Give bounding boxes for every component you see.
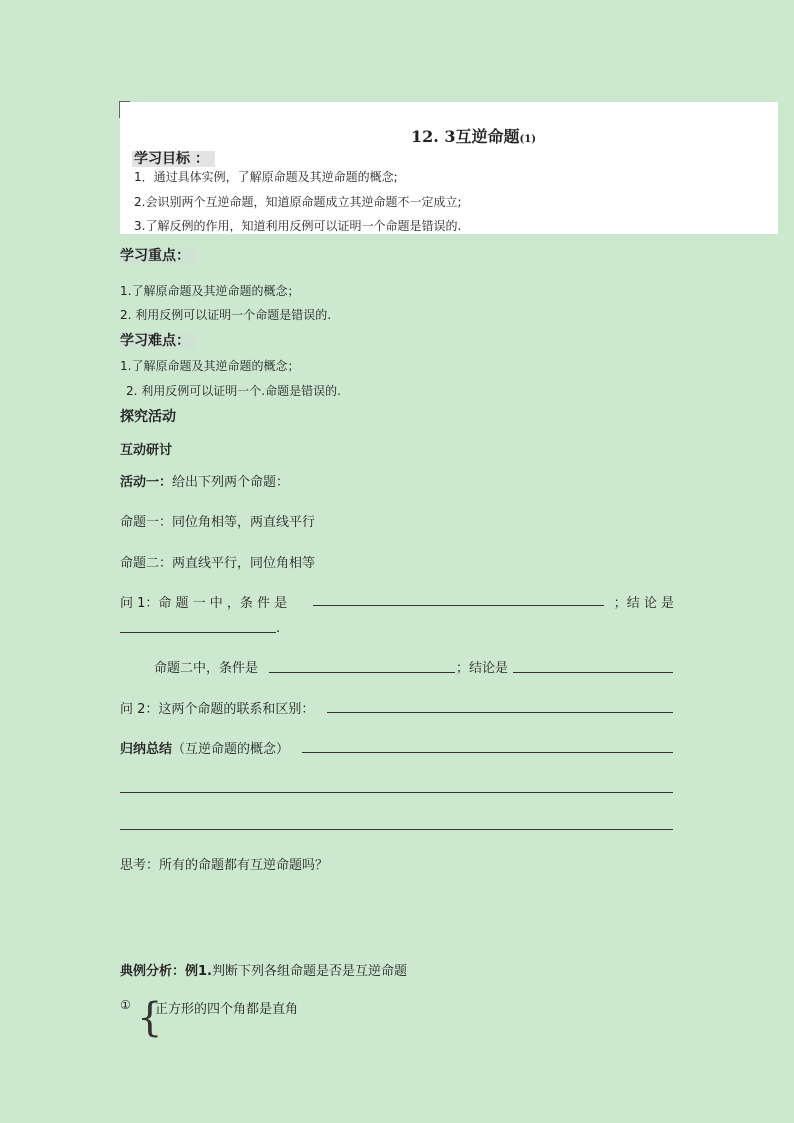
think-question: 思考：所有的命题都有互逆命题吗？ [120, 858, 329, 873]
explore-subheading: 互动研讨 [120, 443, 173, 458]
answer-blank[interactable] [120, 632, 276, 633]
proposition-2: 命题二：两直线平行，同位角相等 [120, 556, 316, 571]
question-1-mid: ；结 论 是 [613, 596, 674, 611]
answer-blank[interactable] [513, 672, 673, 673]
question-1b-prefix: 命题二中，条件是 [154, 661, 259, 676]
answer-blank[interactable] [302, 752, 673, 753]
corner-mark [119, 101, 130, 118]
goals-heading: 学习目标 ： [132, 148, 215, 168]
circle-number: ① [120, 998, 131, 1012]
activity-1: 活动一：给出下列两个命题： [120, 475, 290, 490]
question-2: 问 2：这两个命题的联系和区别： [120, 702, 315, 717]
page-title: 12. 3互逆命题(1) [411, 127, 536, 146]
question-1b-mid: ；结论是 [456, 661, 509, 676]
key-points-heading: 学习重点： [120, 245, 196, 265]
explore-heading: 探究活动 [120, 409, 176, 425]
answer-blank[interactable] [313, 605, 604, 606]
goal-item-3: 3.了解反例的作用，知道利用反例可以证明一个命题是错误的. [134, 219, 462, 233]
key-point-2: 2. 利用反例可以证明一个命题是错误的. [120, 308, 332, 322]
question-1-prefix: 问 1：命 题 一 中 ，条 件 是 [120, 596, 288, 611]
answer-blank[interactable] [120, 792, 673, 793]
answer-blank[interactable] [327, 712, 673, 713]
example-item-1: 正方形的四个角都是直角 [155, 1002, 299, 1017]
difficulties-heading: 学习难点： [120, 330, 196, 350]
key-point-1: 1.了解原命题及其逆命题的概念； [120, 284, 300, 298]
answer-blank[interactable] [269, 672, 455, 673]
proposition-1: 命题一：同位角相等，两直线平行 [120, 515, 316, 530]
question-1-end: . [276, 621, 281, 636]
difficulty-2: 2. 利用反例可以证明一个.命题是错误的. [126, 384, 341, 398]
summary: 归纳总结（互逆命题的概念） [120, 742, 290, 757]
brace-icon: { [137, 995, 163, 1041]
answer-blank[interactable] [120, 829, 673, 830]
goal-item-1: 1．通过具体实例，了解原命题及其逆命题的概念; [134, 170, 398, 184]
example-heading: 典例分析：例1.判断下列各组命题是否是互逆命题 [120, 964, 407, 979]
difficulty-1: 1.了解原命题及其逆命题的概念； [120, 359, 300, 373]
goal-item-2: 2.会识别两个互逆命题，知道原命题成立其逆命题不一定成立; [134, 195, 462, 209]
